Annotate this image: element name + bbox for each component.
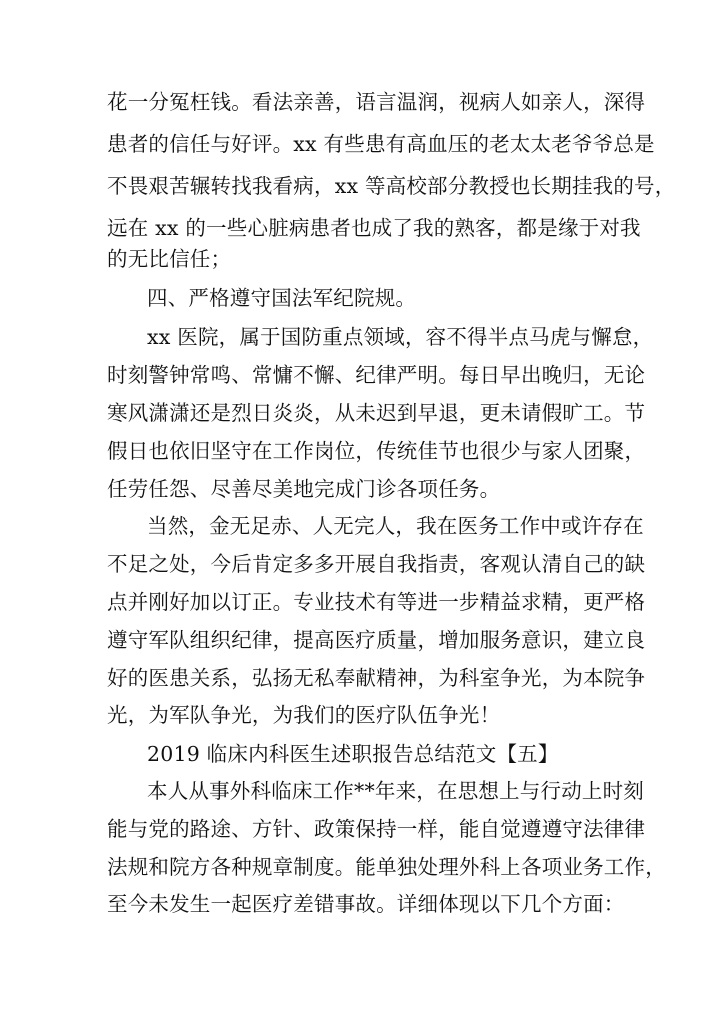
section-title: 2019 临床内科医生述职报告总结范文【五】 xyxy=(147,742,559,766)
text-line: 任劳任怨、尽善尽美地完成门诊各项任务。 xyxy=(107,477,501,501)
text-line: 点并刚好加以订正。专业技术有等进一步精益求精，更严格 xyxy=(107,590,646,614)
text-line: 的无比信任； xyxy=(107,247,232,271)
text-line: 能与党的路途、方针、政策保持一样，能自觉遵遵守法律律 xyxy=(107,817,646,841)
text-line: 遵守军队组织纪律，提高医疗质量，增加服务意识，建立良 xyxy=(107,628,646,652)
text-line: 本人从事外科临床工作**年来，在思想上与行动上时刻 xyxy=(147,779,644,803)
text-line: 光，为军队争光，为我们的医疗队伍争光！ xyxy=(107,703,501,727)
text-line: 假日也依旧坚守在工作岗位，传统佳节也很少与家人团聚， xyxy=(107,439,646,463)
text-line: 不畏艰苦辗转找我看病，xx 等高校部分教授也长期挂我的号， xyxy=(107,174,676,198)
text-line: 寒风潇潇还是烈日炎炎，从未迟到早退，更未请假旷工。节 xyxy=(107,401,646,425)
section-heading: 四、严格遵守国法军纪院规。 xyxy=(147,286,417,310)
text-line: 好的医患关系，弘扬无私奉献精神，为科室争光，为本院争 xyxy=(107,666,646,690)
text-line: xx 医院，属于国防重点领域，容不得半点马虎与懈怠， xyxy=(147,325,654,349)
text-line: 至今未发生一起医疗差错事故。详细体现以下几个方面： xyxy=(107,892,625,916)
text-line: 法规和院方各种规章制度。能单独处理外科上各项业务工作， xyxy=(107,855,666,879)
text-line: 当然，金无足赤、人无完人，我在医务工作中或许存在 xyxy=(147,514,644,538)
text-line: 患者的信任与好评。xx 有些患有高血压的老太太老爷爷总是 xyxy=(107,132,655,156)
text-line: 花一分冤枉钱。看法亲善，语言温润，视病人如亲人，深得 xyxy=(107,90,646,114)
text-line: 远在 xx 的一些心脏病患者也成了我的熟客，都是缘于对我 xyxy=(107,216,641,240)
text-line: 时刻警钟常鸣、常慵不懈、纪律严明。每日早出晚归，无论 xyxy=(107,363,646,387)
text-line: 不足之处，今后肯定多多开展自我指责，客观认清自己的缺 xyxy=(107,552,646,576)
